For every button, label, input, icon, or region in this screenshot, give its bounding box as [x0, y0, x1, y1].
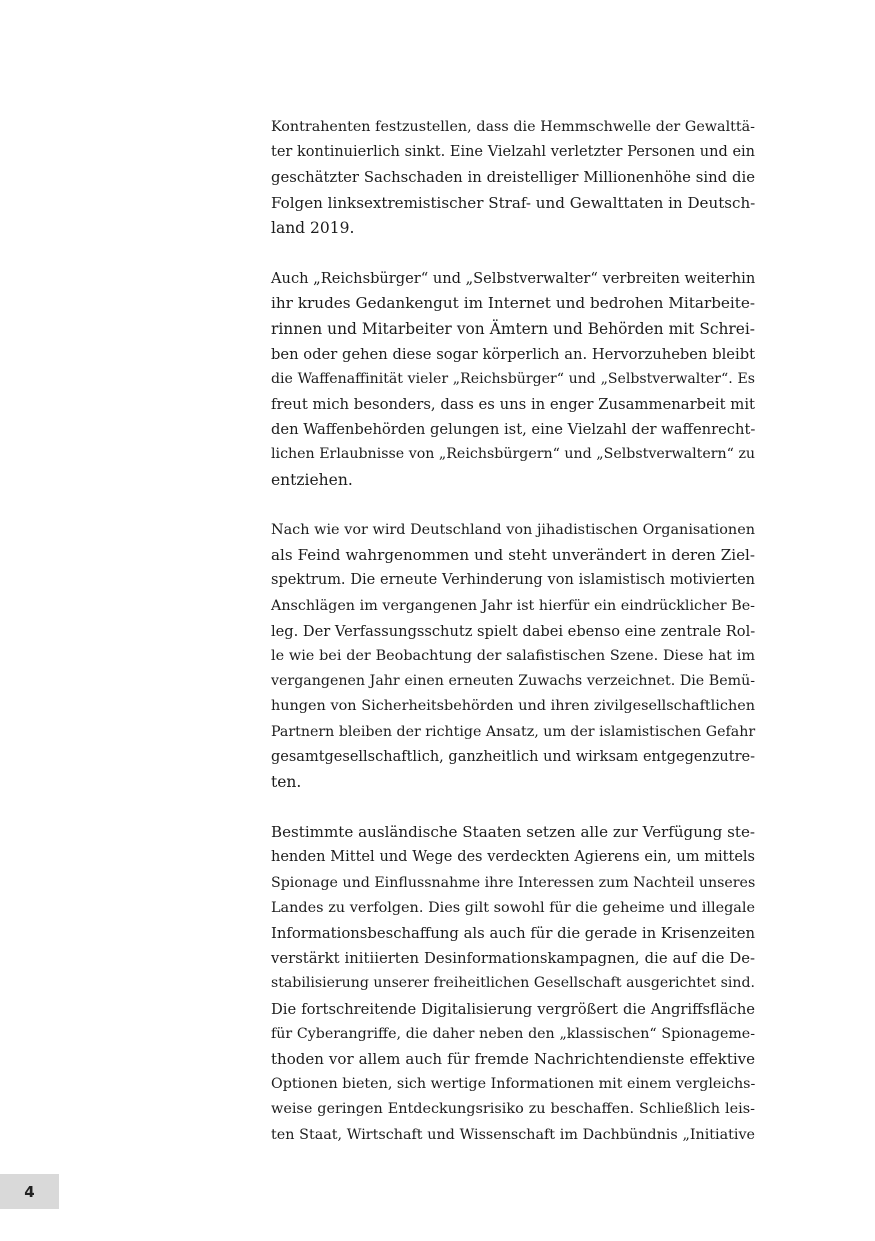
text-line: vergangenen Jahr einen erneuten Zuwachs verzeichnet. Die Bemü- — [271, 673, 755, 690]
text-line: le wie bei der Beobachtung der salafistischen Szene. Diese hat im — [271, 647, 755, 664]
text-line: lichen Erlaubnisse von „Reichsbürgern“ und „Selbstverwaltern“ zu — [271, 446, 756, 463]
text-line: verstärkt initiierten Desinformationskampagnen, die auf die De- — [271, 950, 755, 968]
text-line: die Waffenaffinität vieler „Reichsbürger“ und „Selbstverwalter“. Es — [271, 370, 755, 387]
text-line: weise geringen Entdeckungsrisiko zu beschaffen. Schließlich leis- — [271, 1101, 755, 1118]
text-line: thoden vor allem auch für fremde Nachrichtendienste effektive — [271, 1049, 755, 1068]
text-line: ihr krudes Gedankengut im Internet und bedrohen Mitarbeite- — [271, 294, 755, 313]
text-line: Landes zu verfolgen. Dies gilt sowohl für die geheime und illegale — [271, 899, 755, 916]
text-line: geschätzter Sachschaden in dreistelliger Millionenhöhe sind die — [271, 169, 755, 187]
paragraph-reichsbuerger — [271, 266, 755, 493]
paragraph-spionage — [271, 820, 755, 1147]
text-line: entziehen. — [271, 470, 353, 489]
text-line: Partnern bleiben der richtige Ansatz, um der islamistischen Gefahr — [271, 723, 756, 740]
text-line: ben oder gehen diese sogar körperlich an. Hervorzuheben bleibt — [271, 345, 755, 363]
page-number: 4 — [24, 1182, 35, 1201]
text-line: Die fortschreitende Digitalisierung vergrößert die Angriffsfläche — [271, 1000, 755, 1018]
body-text — [271, 115, 755, 1148]
paragraph-linksextremismus — [271, 115, 755, 241]
text-line: Auch „Reichsbürger“ und „Selbstverwalter“ verbreiten weiterhin — [271, 270, 756, 288]
text-line: Informationsbeschaffung als auch für die gerade in Krisenzeiten — [271, 925, 756, 942]
text-line: Folgen linksextremistischer Straf- und Gewalttaten in Deutsch- — [271, 193, 756, 212]
text-line: Spionage und Einflussnahme ihre Interessen zum Nachteil unseres — [271, 874, 756, 891]
text-line: Nach wie vor wird Deutschland von jihadistischen Organisationen — [271, 522, 755, 538]
text-line: stabilisierung unserer freiheitlichen Gesellschaft ausgerichtet sind. — [271, 975, 755, 992]
text-line: den Waffenbehörden gelungen ist, eine Vielzahl der waffenrecht- — [271, 421, 756, 439]
text-line: Optionen bieten, sich wertige Informationen mit einem vergleichs- — [271, 1076, 756, 1093]
text-line: Anschlägen im vergangenen Jahr ist hierfür ein eindrücklicher Be- — [271, 597, 755, 614]
text-line: ten. — [271, 772, 302, 791]
text-line: als Feind wahrgenommen und steht unverändert in deren Ziel- — [271, 546, 755, 565]
page-number-tab — [0, 1174, 59, 1209]
text-line: Bestimmte ausländische Staaten setzen alle zur Verfügung ste- — [271, 823, 755, 842]
text-line: rinnen und Mitarbeiter von Ämtern und Behörden mit Schrei- — [271, 319, 755, 338]
text-line: leg. Der Verfassungsschutz spielt dabei ebenso eine zentrale Rol- — [271, 622, 756, 640]
text-line: freut mich besonders, dass es uns in enger Zusammenarbeit mit — [271, 396, 755, 414]
paragraph-islamismus — [271, 518, 755, 795]
text-line: ter kontinuierlich sinkt. Eine Vielzahl verletzter Personen und ein — [271, 144, 755, 161]
text-line: ten Staat, Wirtschaft und Wissenschaft im Dachbündnis „Initiative — [271, 1126, 755, 1143]
text-line: gesamtgesellschaftlich, ganzheitlich und wirksam entgegenzutre- — [271, 748, 755, 765]
text-line: henden Mittel und Wege des verdeckten Agierens ein, um mittels — [271, 849, 755, 866]
text-line: Kontrahenten festzustellen, dass die Hemmschwelle der Gewalttä- — [271, 119, 755, 135]
text-line: hungen von Sicherheitsbehörden und ihren zivilgesellschaftlichen — [271, 698, 755, 715]
text-line: für Cyberangriffe, die daher neben den „klassischen“ Spionageme- — [271, 1025, 755, 1042]
text-line: spektrum. Die erneute Verhinderung von islamistisch motivierten — [271, 572, 755, 589]
text-line: land 2019. — [271, 218, 355, 237]
